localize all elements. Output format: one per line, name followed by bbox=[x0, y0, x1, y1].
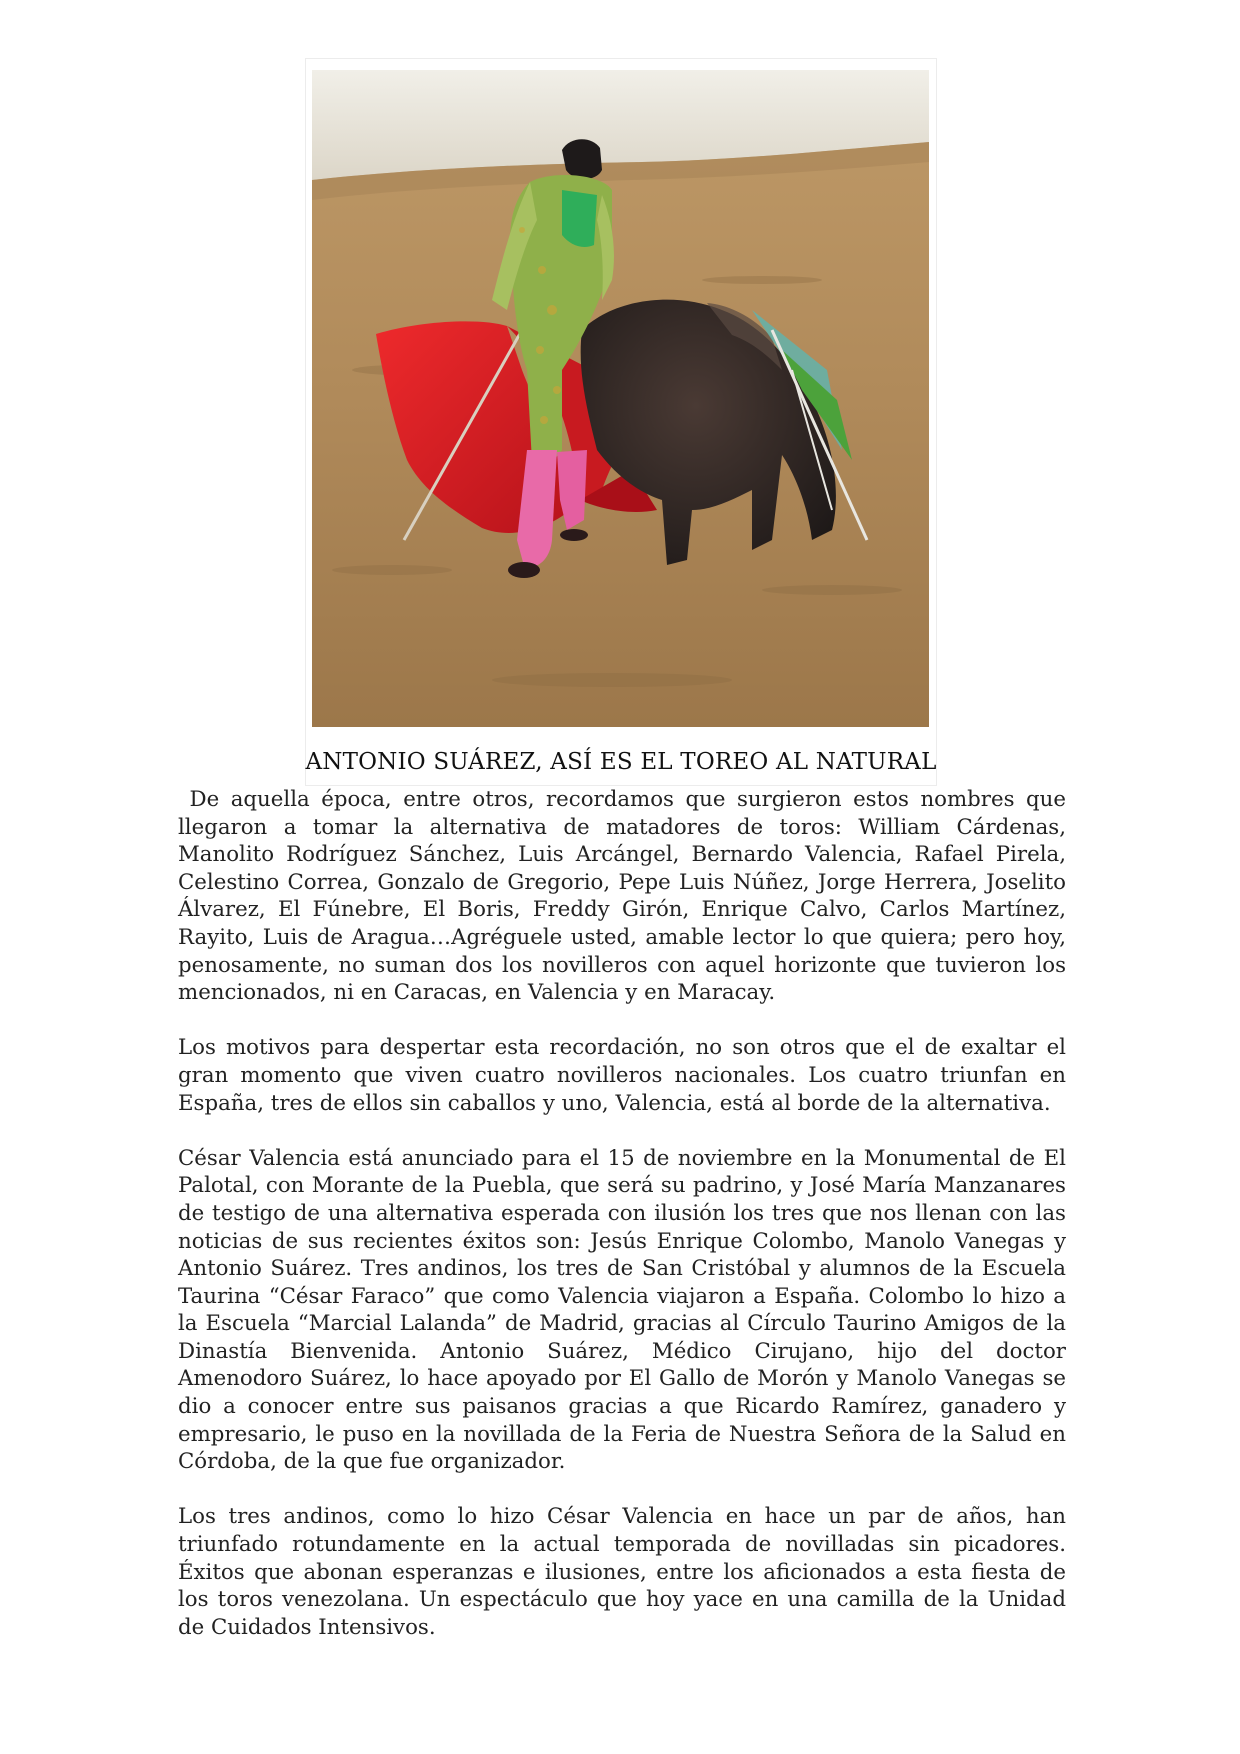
paragraph: Los motivos para despertar esta recordación, no son otros que el de exaltar el gran momento que viven cuatro novilleros nacionales. Los cuatro triunfan en España, tres de ellos sin caballos y uno, Valencia, está al borde de la alternativa. bbox=[178, 1035, 1066, 1116]
photo-caption: ANTONIO SUÁREZ, ASÍ ES EL TOREO AL NATURAL bbox=[305, 749, 937, 775]
paragraph: César Valencia está anunciado para el 15 de noviembre en la Monumental de El Palotal, con Morante de la Puebla, que será su padrino, y José María Manzanares de testigo de una alternativa esperada con ilusión los tres que nos llenan con las noticias de sus recientes éxitos son: Jesús Enrique Colombo, Manolo Vanegas y Antonio Suárez. Tres andinos, los tres de San Cristóbal y alumnos de la Escuela Taurina “César Faraco” que como Valencia viajaron a España. Colombo lo hizo a la Escuela “Marcial Lalanda” de Madrid, gracias al Círculo Taurino Amigos de la Dinastía Bienvenida. Antonio Suárez, Médico Cirujano, hijo del doctor Amenodoro Suárez, lo hace apoyado por El Gallo de Morón y Manolo Vanegas se dio a conocer entre sus paisanos gracias a que Ricardo Ramírez, ganadero y empresario, le puso en la novillada de la Feria de Nuestra Señora de la Salud en Córdoba, de la que fue organizador. bbox=[178, 1145, 1066, 1475]
paragraph: De aquella época, entre otros, recordamos que surgieron estos nombres que llegaron a tomar la alternativa de matadores de toros: William Cárdenas, Manolito Rodríguez Sánchez, Luis Arcángel, Bernardo Valencia, Rafael Pirela, Celestino Correa, Gonzalo de Gregorio, Pepe Luis Núñez, Jorge Herrera, Joselito Álvarez, El Fúnebre, El Boris, Freddy Girón, Enrique Calvo, Carlos Martínez, Rayito, Luis de Aragua…Agréguele usted, amable lector lo que quiera; pero hoy, penosamente, no suman dos los novilleros con aquel horizonte que tuvieron los mencionados, ni en Caracas, en Valencia y en Maracay. bbox=[178, 787, 1073, 1006]
article-body bbox=[178, 786, 1073, 1669]
paragraph: Los tres andinos, como lo hizo César Valencia en hace un par de años, han triunfado rotundamente en la actual temporada de novilladas sin picadores. Éxitos que abonan esperanzas e ilusiones, entre los aficionados a esta fiesta de los toros venezolana. Un espectáculo que hoy yace en una camilla de la Unidad de Cuidados Intensivos. bbox=[178, 1504, 1066, 1640]
bullfight-photo bbox=[312, 70, 929, 727]
